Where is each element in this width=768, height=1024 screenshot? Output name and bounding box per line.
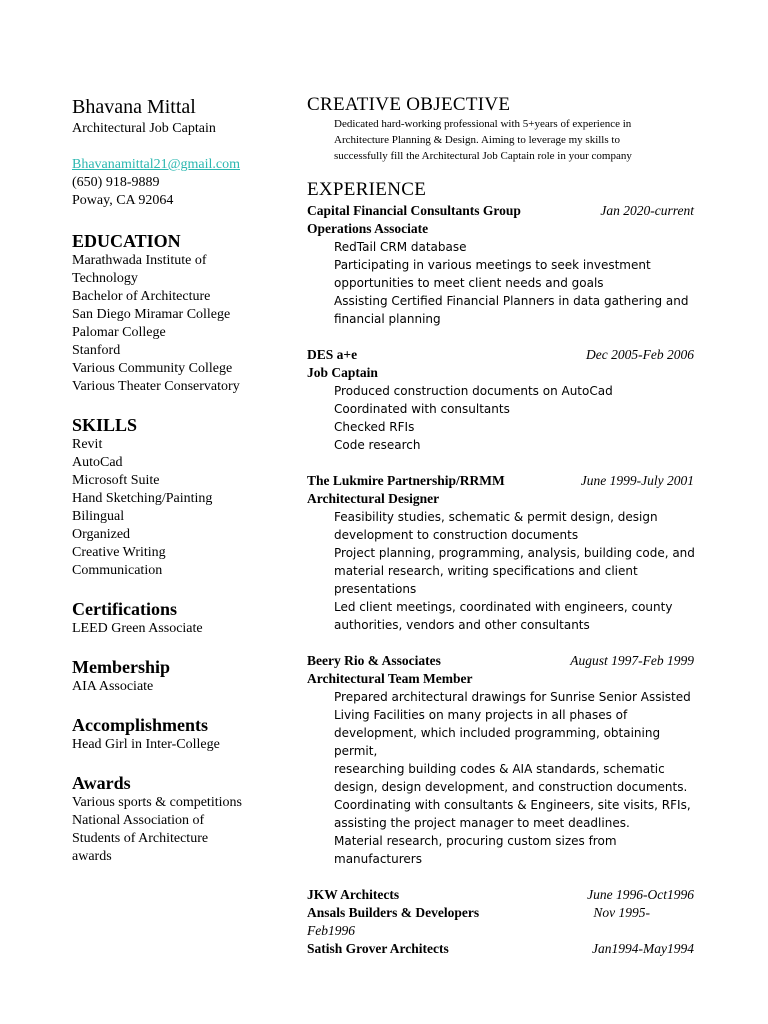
list-item: Revit (72, 437, 103, 452)
education-list (72, 252, 287, 396)
education-heading: EDUCATION (72, 231, 181, 251)
duty-line: presentations (334, 582, 417, 596)
duty-line: RedTail CRM database (334, 240, 467, 254)
duty-line: assisting the project manager to meet deadlines. (334, 816, 630, 830)
accomplishments-list (72, 736, 287, 754)
awards-list (72, 794, 287, 866)
candidate-name: Bhavana Mittal (72, 96, 196, 118)
membership-section (72, 656, 287, 696)
job-header (307, 940, 702, 958)
company-name: Satish Grover Architects (307, 941, 449, 956)
list-item: awards (72, 849, 112, 864)
objective-line: Architecture Planning & Design. Aiming to leverage my skills to (334, 134, 620, 146)
duty-line: Code research (334, 438, 421, 452)
list-item: LEED Green Associate (72, 621, 203, 636)
list-item: Stanford (72, 343, 121, 358)
awards-section (72, 772, 287, 866)
other-positions (307, 886, 702, 958)
duty-line: Coordinated with consultants (334, 402, 510, 416)
duty-line: Material research, procuring custom sizes from manufacturers (334, 834, 617, 866)
job-dates: August 1997-Feb 1999 (570, 653, 694, 668)
list-item: Creative Writing (72, 545, 166, 560)
contact-block (72, 156, 287, 210)
job-dates: June 1999-July 2001 (580, 473, 694, 488)
job-header (307, 904, 702, 922)
membership-heading: Membership (72, 657, 170, 677)
membership-list (72, 678, 287, 696)
location: Poway, CA 92064 (72, 193, 174, 208)
accomplishments-heading: Accomplishments (72, 715, 208, 735)
list-item: Marathwada Institute of (72, 253, 207, 268)
objective-line: successfully fill the Architectural Job Captain role in your company (334, 150, 632, 162)
list-item: Technology (72, 271, 138, 286)
duty-line: authorities, vendors and other consultants (334, 618, 590, 632)
job-duties (334, 238, 702, 328)
company-name: The Lukmire Partnership/RRMM (307, 473, 505, 488)
job-dates: June 1996-Oct1996 (587, 887, 694, 902)
list-item: Communication (72, 563, 163, 578)
phone-number: (650) 918-9889 (72, 175, 160, 190)
job-header (307, 472, 702, 490)
duty-line: Produced construction documents on AutoCad (334, 384, 613, 398)
duty-line: design, design development, and construction documents. (334, 780, 688, 794)
objective-heading: CREATIVE OBJECTIVE (307, 94, 511, 115)
duty-line: opportunities to meet client needs and goals (334, 276, 604, 290)
skills-list (72, 436, 287, 580)
list-item: Microsoft Suite (72, 473, 160, 488)
list-item: Students of Architecture (72, 831, 209, 846)
objective-line: Dedicated hard-working professional with 5+years of experience in (334, 118, 632, 130)
duty-line: Participating in various meetings to seek investment (334, 258, 651, 272)
job-role: Architectural Team Member (307, 671, 473, 686)
job-dates: Jan 2020-current (600, 203, 694, 218)
duty-line: researching building codes & AIA standards, schematic (334, 762, 665, 776)
duty-line: Checked RFIs (334, 420, 415, 434)
list-item: Hand Sketching/Painting (72, 491, 213, 506)
job-header (307, 346, 702, 364)
list-item: Bachelor of Architecture (72, 289, 211, 304)
list-item: San Diego Miramar College (72, 307, 231, 322)
duty-line: Coordinating with consultants & Engineers, site visits, RFIs, (334, 798, 691, 812)
job-dates: Jan1994-May1994 (592, 941, 694, 956)
job-role: Operations Associate (307, 221, 429, 236)
objective-text (334, 116, 702, 164)
job-role: Job Captain (307, 365, 378, 380)
job-entry (307, 472, 702, 634)
job-header (307, 652, 702, 670)
list-item: Palomar College (72, 325, 166, 340)
job-header (307, 886, 702, 904)
list-item: Organized (72, 527, 131, 542)
list-item: Head Girl in Inter-College (72, 737, 220, 752)
list-item: Various sports & competitions (72, 795, 242, 810)
skills-section (72, 414, 287, 580)
duty-line: financial planning (334, 312, 441, 326)
job-entry (307, 202, 702, 328)
email-link[interactable]: Bhavanamittal21@gmail.com (72, 157, 241, 172)
list-item: Various Theater Conservatory (72, 379, 240, 394)
company-name: Ansals Builders & Developers (307, 905, 480, 920)
list-item: AIA Associate (72, 679, 154, 694)
certifications-list (72, 620, 287, 638)
list-item: National Association of (72, 813, 205, 828)
duty-line: Prepared architectural drawings for Sunrise Senior Assisted (334, 690, 691, 704)
left-column (72, 94, 287, 866)
job-dates: Nov 1995- (593, 905, 650, 920)
list-item: AutoCad (72, 455, 123, 470)
company-name: DES a+e (307, 347, 358, 362)
duty-line: Led client meetings, coordinated with engineers, county (334, 600, 673, 614)
duty-line: Project planning, programming, analysis, building code, and (334, 546, 695, 560)
awards-heading: Awards (72, 773, 131, 793)
job-header (307, 202, 702, 220)
duty-line: development to construction documents (334, 528, 579, 542)
accomplishments-section (72, 714, 287, 754)
experience-heading: EXPERIENCE (307, 179, 427, 200)
job-entry (307, 346, 702, 454)
list-item: Various Community College (72, 361, 233, 376)
list-item: Bilingual (72, 509, 125, 524)
job-duties (334, 508, 702, 634)
duty-line: Living Facilities on many projects in all phases of (334, 708, 628, 722)
certifications-heading: Certifications (72, 599, 177, 619)
job-duties (334, 688, 702, 868)
skills-heading: SKILLS (72, 415, 138, 435)
job-entry (307, 652, 702, 868)
candidate-title: Architectural Job Captain (72, 121, 216, 136)
company-name: Capital Financial Consultants Group (307, 203, 521, 218)
company-name: Beery Rio & Associates (307, 653, 441, 668)
company-name: JKW Architects (307, 887, 400, 902)
right-column (307, 94, 702, 958)
job-dates: Dec 2005-Feb 2006 (586, 347, 694, 362)
job-duties (334, 382, 702, 454)
duty-line: Assisting Certified Financial Planners in data gathering and (334, 294, 689, 308)
education-section (72, 230, 287, 396)
duty-line: Feasibility studies, schematic & permit design, design (334, 510, 658, 524)
certifications-section (72, 598, 287, 638)
job-role: Architectural Designer (307, 491, 440, 506)
duty-line: development, which included programming, obtaining permit, (334, 726, 661, 758)
duty-line: material research, writing specifications and client (334, 564, 638, 578)
job-dates-continued: Feb1996 (307, 923, 355, 938)
